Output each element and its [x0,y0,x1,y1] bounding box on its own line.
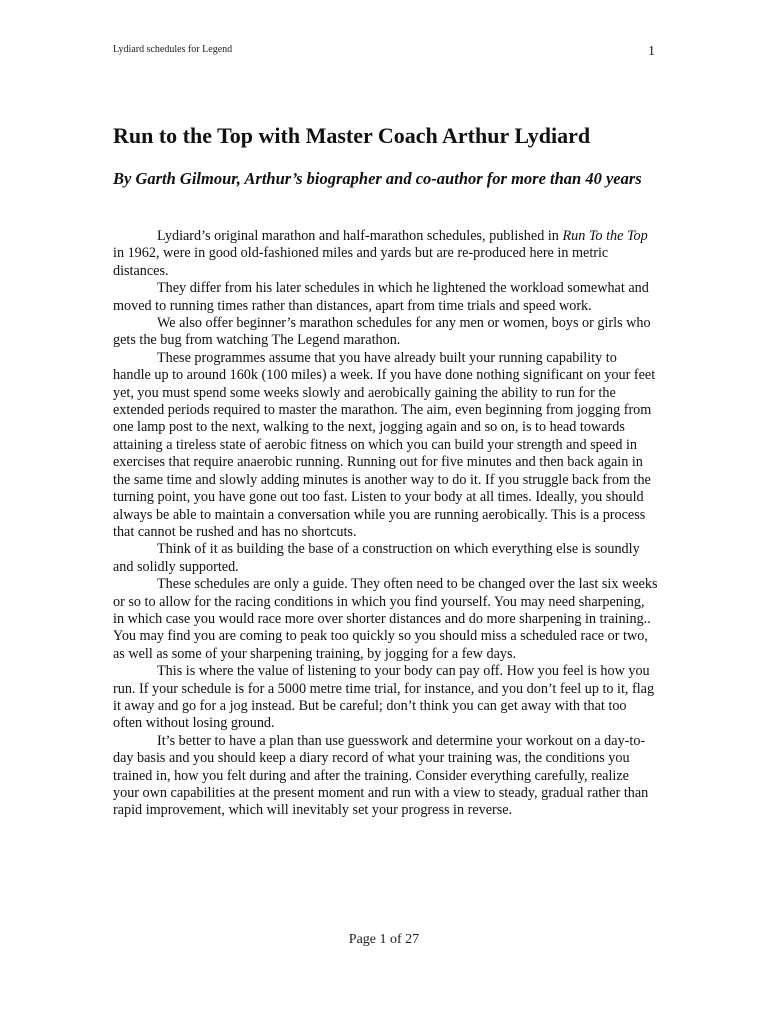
header-page-number: 1 [648,44,655,59]
paragraph-6: These schedules are only a guide. They often need to be changed over the last six weeks or so to allow for the racing conditions in which you find yourself. You may need sharpening, in which case you would race more over shorter distances and do more sharpening in training.. You may find you are coming to peak too quickly so you should miss a scheduled race or two, as well as some of your sharpening training, by jogging for a few days. [113,576,658,662]
page-footer: Page 1 of 27 [348,932,420,947]
paragraph-1-after: in 1962, were in good old-fashioned miles and yards but are re-produced here in metric distances. [113,245,609,279]
paragraph-3: We also offer beginner’s marathon schedules for any men or women, boys or girls who gets the bug from watching The Legend marathon. [113,315,651,349]
book-title-italic: Run To the Top [562,228,648,244]
paragraph-1 [113,228,658,280]
paragraph-7: This is where the value of listening to your body can pay off. How you feel is how you run. If your schedule is for a 5000 metre time trial, for instance, and you don’t feel up to it, flag it away and go for a jog instead. But be careful; don’t think you can get away with that too often without losing ground. [113,663,655,732]
paragraph-2: They differ from his later schedules in which he lightened the workload somewhat and moved to running times rather than distances, apart from time trials and speed work. [113,280,649,314]
paragraph-1-before: Lydiard’s original marathon and half-marathon schedules, published in [157,228,563,244]
paragraph-4: These programmes assume that you have already built your running capability to handle up to around 160k (100 miles) a week. If you have done nothing significant on your feet yet, you must spend some weeks slowly and aerobically gaining the ability to run for the extended periods required to master the marathon. The aim, even beginning from jogging from one lamp post to the next, walking to the next, jogging again and so on, is to head towards attaining a tireless state of aerobic fitness on which you can build your strength and speed in exercises that require anaerobic running. Running out for five minutes and then back again in the same time and slowly adding minutes is another way to do it. If you struggle back from the turning point, you have gone out too fast. Listen to your body at all times. Ideally, you should always be able to maintain a conversation while you are running aerobically. This is a process that cannot be rushed and has no shortcuts. [113,349,656,540]
body-text [113,228,658,820]
paragraph-8: It’s better to have a plan than use guesswork and determine your workout on a day-to-day basis and you should keep a diary record of what your training was, the conditions you trained in, how you felt during and after the training. Consider everything carefully, realize your own capabilities at the present moment and run with a view to steady, gradual rather than rapid improvement, which will inevitably set your progress in reverse. [113,732,649,819]
paragraph-5: Think of it as building the base of a construction on which everything else is soundly and solidly supported. [113,541,640,575]
running-header: Lydiard schedules for Legend [113,44,233,55]
document-subtitle: By Garth Gilmour, Arthur’s biographer and co-author for more than 40 years [113,169,642,188]
document-title: Run to the Top with Master Coach Arthur Lydiard [113,123,591,148]
